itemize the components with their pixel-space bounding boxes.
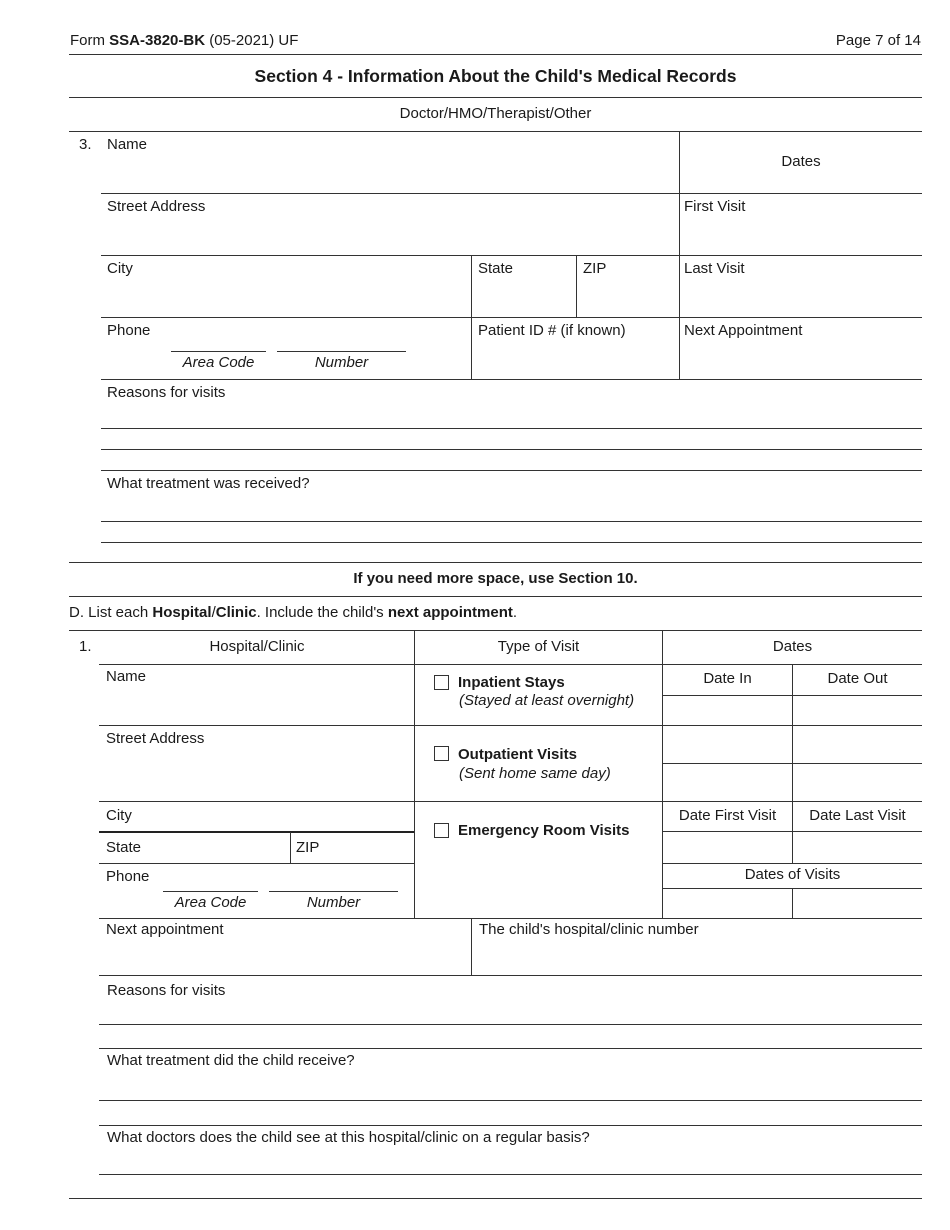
last-visit-field[interactable]: Last Visit	[684, 260, 745, 277]
hospital-state-field[interactable]: State	[106, 839, 142, 856]
hospital-name-field[interactable]: Name	[106, 668, 147, 685]
form-suffix: (05-2021) UF	[205, 32, 299, 49]
divider	[69, 131, 922, 132]
more-space-note: If you need more space, use Section 10.	[353, 570, 638, 587]
reasons-line[interactable]	[101, 428, 922, 429]
divider	[663, 831, 922, 832]
hospital-city-field[interactable]: City	[106, 807, 132, 824]
hospital-item-number: 1.	[79, 638, 92, 655]
inpatient-note: (Stayed at least overnight)	[459, 692, 635, 709]
area-code-line[interactable]	[163, 891, 258, 892]
number-line[interactable]	[269, 891, 398, 892]
divider	[99, 831, 414, 833]
doctor-city-field[interactable]: City	[107, 260, 133, 277]
divider	[69, 97, 922, 98]
outpatient-note: (Sent home same day)	[459, 765, 611, 782]
reasons-line[interactable]	[101, 449, 922, 450]
divider	[99, 664, 922, 665]
header-rule	[69, 54, 922, 55]
divider	[101, 255, 922, 256]
divider	[99, 863, 414, 864]
divider	[69, 596, 922, 597]
divider	[99, 1048, 922, 1049]
divider	[471, 918, 472, 976]
hospital-column-header: Hospital/Clinic	[209, 638, 305, 655]
form-number: SSA-3820-BK	[109, 32, 206, 49]
divider	[101, 317, 922, 318]
doctor-state-field[interactable]: State	[478, 260, 514, 277]
divider	[69, 630, 922, 631]
item-number: 3.	[79, 136, 92, 153]
divider	[99, 725, 414, 726]
dates-column-header: Dates	[772, 638, 813, 655]
instruction-text: . Include the child's	[256, 604, 388, 621]
hospital-number-field[interactable]: The child's hospital/clinic number	[479, 921, 699, 938]
reasons-line[interactable]	[99, 1024, 922, 1025]
divider	[101, 193, 922, 194]
divider	[415, 725, 662, 726]
number-line[interactable]	[277, 351, 406, 352]
inpatient-label: Inpatient Stays	[458, 674, 565, 691]
doctor-street-field[interactable]: Street Address	[107, 198, 206, 215]
divider	[663, 695, 922, 696]
area-code-label: Area Code	[174, 894, 247, 911]
treatment-label: What treatment was received?	[107, 475, 310, 492]
doctor-heading: Doctor/HMO/Therapist/Other	[399, 105, 592, 122]
treatment-line[interactable]	[101, 521, 922, 522]
instruction-bold: next appointment	[387, 604, 513, 621]
divider	[663, 763, 922, 764]
emergency-room-label: Emergency Room Visits	[458, 822, 630, 839]
divider	[663, 725, 922, 726]
treatment-line[interactable]	[101, 542, 922, 543]
divider	[663, 863, 922, 864]
hospital-next-appointment-field[interactable]: Next appointment	[106, 921, 224, 938]
doctor-zip-field[interactable]: ZIP	[583, 260, 607, 277]
page-number: Page 7 of 14	[835, 32, 921, 49]
area-code-line[interactable]	[171, 351, 266, 352]
form-id	[70, 32, 298, 49]
instruction-d	[69, 604, 517, 621]
divider	[415, 801, 662, 802]
instruction-text: /	[211, 604, 216, 621]
divider	[663, 801, 922, 802]
divider	[99, 801, 414, 802]
outpatient-label: Outpatient Visits	[458, 746, 577, 763]
inpatient-checkbox[interactable]	[434, 675, 449, 690]
hospital-treatment-label: What treatment did the child receive?	[107, 1052, 355, 1069]
divider	[99, 1125, 922, 1126]
instruction-bold: Clinic	[215, 604, 257, 621]
divider	[101, 379, 922, 380]
date-out-label: Date Out	[827, 670, 888, 687]
reasons-label: Reasons for visits	[107, 384, 226, 401]
patient-id-field[interactable]: Patient ID # (if known)	[478, 322, 626, 339]
hospital-reasons-label: Reasons for visits	[107, 982, 226, 999]
divider	[290, 832, 291, 863]
doctors-line[interactable]	[99, 1174, 922, 1175]
divider	[414, 630, 415, 919]
divider	[792, 888, 793, 919]
divider	[69, 562, 922, 563]
divider	[99, 975, 922, 976]
form-prefix: Form	[70, 32, 110, 49]
divider	[663, 888, 922, 889]
hospital-phone-field[interactable]: Phone	[106, 868, 150, 885]
doctor-phone-field[interactable]: Phone	[107, 322, 151, 339]
date-first-visit-label: Date First Visit	[678, 807, 777, 824]
treatment-line[interactable]	[99, 1100, 922, 1101]
divider	[576, 255, 577, 317]
divider	[69, 1198, 922, 1199]
first-visit-field[interactable]: First Visit	[684, 198, 746, 215]
instruction-bold: Hospital	[152, 604, 212, 621]
instruction-text: D. List each	[69, 604, 153, 621]
hospital-street-field[interactable]: Street Address	[106, 730, 205, 747]
divider	[101, 470, 922, 471]
number-label: Number	[306, 894, 361, 911]
area-code-label: Area Code	[182, 354, 255, 371]
date-in-label: Date In	[703, 670, 752, 687]
number-label: Number	[314, 354, 369, 371]
dates-of-visits-label: Dates of Visits	[744, 866, 841, 883]
hospital-doctors-label: What doctors does the child see at this hospital/clinic on a regular basis?	[107, 1129, 590, 1146]
next-appointment-field[interactable]: Next Appointment	[684, 322, 803, 339]
hospital-zip-field[interactable]: ZIP	[296, 839, 320, 856]
type-column-header: Type of Visit	[497, 638, 580, 655]
date-last-visit-label: Date Last Visit	[809, 807, 906, 824]
instruction-text: .	[512, 604, 518, 621]
divider	[99, 918, 922, 919]
doctor-name-field[interactable]: Name	[107, 136, 148, 153]
section-title: Section 4 - Information About the Child's Medical Records	[254, 66, 737, 86]
dates-label: Dates	[781, 153, 821, 170]
outpatient-checkbox[interactable]	[434, 746, 449, 761]
emergency-room-checkbox[interactable]	[434, 823, 449, 838]
